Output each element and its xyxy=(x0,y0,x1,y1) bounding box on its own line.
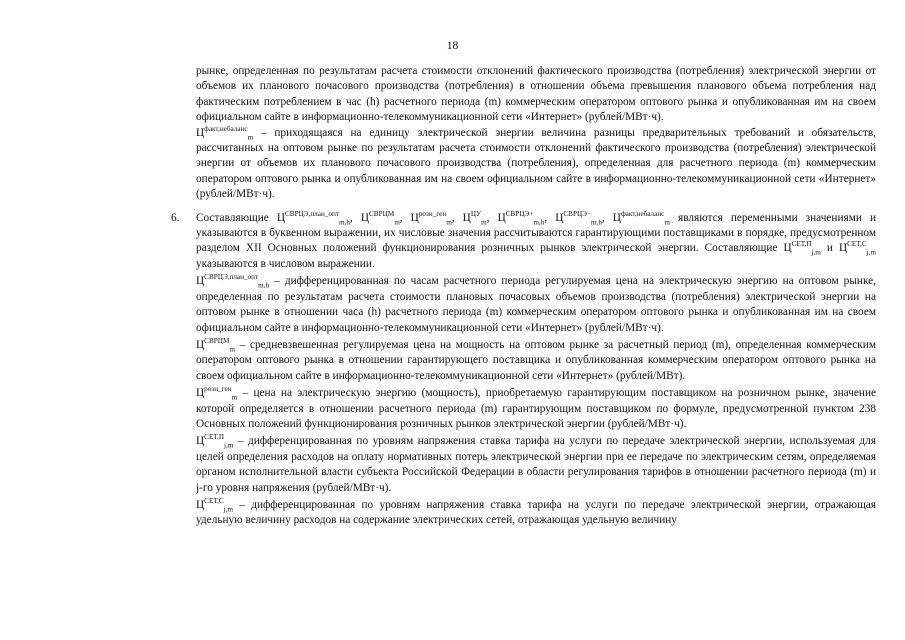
symbol-subscript: m xyxy=(446,217,452,226)
symbol-subscript: j,m xyxy=(866,248,876,257)
symbol: Ц xyxy=(838,242,848,255)
numbered-item-6 xyxy=(171,209,876,273)
symbol: Ц xyxy=(555,211,564,224)
separator: , xyxy=(486,211,498,224)
symbol-superscript: СЕТ,С xyxy=(204,497,224,506)
symbol-subscript: m xyxy=(664,217,670,226)
symbol-superscript: СЕТ,П xyxy=(791,240,812,249)
item-tail-text: указываются в числовом выражении. xyxy=(196,257,375,270)
symbol: Ц xyxy=(196,498,205,511)
symbol: Ц xyxy=(276,211,286,224)
symbol: Ц xyxy=(196,338,205,351)
symbol-subscript: j,m xyxy=(223,505,234,514)
symbol-subscript: m xyxy=(247,132,254,141)
symbol-subscript: m xyxy=(229,345,235,354)
separator: , xyxy=(349,211,361,224)
symbol-superscript: СЕТ,П xyxy=(204,433,225,442)
symbol-superscript: СВРЦЭ,план_опт xyxy=(204,273,259,282)
separator: , xyxy=(601,211,613,224)
definition-svrcm xyxy=(196,338,876,384)
document-body xyxy=(171,64,876,529)
symbol-superscript: розн_ген xyxy=(204,385,232,394)
symbol-superscript: факт,небаланс xyxy=(204,124,248,133)
symbol-subscript: m xyxy=(231,393,238,402)
symbol: Ц xyxy=(196,387,205,400)
symbol: Ц xyxy=(783,242,792,255)
definition-fact-nebalans xyxy=(196,126,876,203)
symbol-superscript: розн_ген xyxy=(418,209,447,218)
symbol: Ц xyxy=(612,211,621,224)
separator: , xyxy=(399,211,411,224)
symbol: Ц xyxy=(462,211,471,224)
item-number: 6. xyxy=(171,211,180,224)
definition-text: – дифференцированная по уровням напряжения ставка тарифа на услуги по передаче электрической энергии, используемая для целей определения расходов на оплату нормативных потерь электрической энергии при ее передаче по электрическим сетям, определяемая органом исполнительной власти субъекта Российской Федерации в области регулирования тарифов в отношении расчетного периода (m) и j-го уровня напряжения (рублей/МВт·ч). xyxy=(196,435,876,494)
symbol-superscript: факт,небаланс xyxy=(620,209,665,218)
separator: , xyxy=(451,211,463,224)
symbol-subscript: j,m xyxy=(224,441,234,450)
definition-svrce-plan-opt xyxy=(196,274,876,336)
symbol: Ц xyxy=(196,435,205,448)
symbol-subscript: m,h xyxy=(533,217,545,226)
symbol-subscript: m,h xyxy=(258,281,270,290)
definition-text: – приходящаяся на единицу электрической энергии величина разницы предварительных требований и обязательств, рассчитанных на оптовом рынке по результатам расчета стоимости отклонений фактического производства (потребления) электрической энергии от объемов их планового почасового производства (потребления), определенная для расчетного периода (m) коммерческим оператором оптового рынка и опубликованная им на своем официальном сайте в информационно-телекоммуникационной сети «Интернет» (рублей/МВт·ч). xyxy=(196,126,876,201)
symbol-superscript: СВРЦЭ,план_опт xyxy=(285,209,339,218)
definition-set-p xyxy=(196,434,876,496)
symbol-subscript: m,h xyxy=(338,217,350,226)
symbol-superscript: СВРЦЭ+ xyxy=(505,209,534,218)
symbol: Ц xyxy=(410,211,419,224)
symbol-superscript: СВРЦМ xyxy=(204,337,230,346)
conjunction: и xyxy=(820,242,839,255)
paragraph-continuation: рынке, определенная по результатам расчета стоимости отклонений фактического производства (потребления) электрической энергии от объемов их планового почасового производства (потребления) в отношении объема превышения планового объема потребления над фактическим потреблением в час (h) расчетного периода (m) коммерческим оператором оптового рынка и опубликованная им на своем официальном сайте в информационно-телекоммуникационной сети «Интернет» (рублей/МВт·ч). xyxy=(196,65,876,124)
symbol-superscript: СЕТ,С xyxy=(847,240,867,249)
definition-text: – дифференцированная по часам расчетного периода регулируемая цена на электрическую энергию на оптовом рынке, определенная по результатам расчета стоимости плановых почасовых объемов производства (потребления) электрической энергии на оптовом рынке в отношении часа (h) расчетного периода (m) коммерческим оператором оптового рынка и опубликованная им на своем официальном сайте в информационно-телекоммуникационной сети «Интернет» (рублей/МВт·ч). xyxy=(196,275,876,334)
symbol-subscript: m,h xyxy=(590,217,602,226)
symbol: Ц xyxy=(360,211,370,224)
item-mid-text: являются переменными значениями и указываются в буквенном выражении, их числовые значения рассчитываются гарантирующими поставщиками в порядке, предусмотренном разделом XII Основных положений функционирования розничных рынков электрической энергии. Составляющие xyxy=(196,211,876,255)
page-number: 18 xyxy=(446,40,459,52)
symbol-superscript: СВРЦЭ− xyxy=(563,209,591,218)
definition-text: – цена на электрическую энергию (мощность), приобретаемую гарантирующим поставщиком на розничном рынке, значение которой определяется в отношении расчетного периода (m) гарантирующим поставщиком по формуле, предусмотренной пунктом 238 Основных положений функционирования розничных рынков электрической энергии (рублей/МВт·ч). xyxy=(196,387,876,430)
symbol-superscript: СВРЦМ xyxy=(369,209,395,218)
item-lead: Составляющие xyxy=(196,211,277,224)
symbol: Ц xyxy=(196,126,205,139)
definition-rozn-gen xyxy=(196,386,876,432)
symbol: Ц xyxy=(497,211,506,224)
definition-text: – средневзвешенная регулируемая цена на мощность на оптовом рынке за расчетный период (m), определенная коммерческим оператором оптового рынка в отношении гарантирующего поставщика и опубликованная коммерческим оператором оптового рынка на своем официальном сайте в информационно-телекоммуникационной сети «Интернет» (рублей/МВт). xyxy=(196,338,876,382)
separator: , xyxy=(544,211,556,224)
symbol-subscript: m xyxy=(481,217,487,226)
symbol: Ц xyxy=(196,275,205,288)
symbol-subscript: m xyxy=(394,217,400,226)
symbol-superscript: ЦУ xyxy=(470,209,482,218)
symbol-subscript: j,m xyxy=(811,248,821,257)
definition-set-s xyxy=(196,498,876,529)
definition-text: – дифференцированная по уровням напряжения ставка тарифа на услуги по передаче электрической энергии, отражающая удельную величину расходов на содержание электрических сетей, отражающая удельную величину xyxy=(196,498,876,527)
